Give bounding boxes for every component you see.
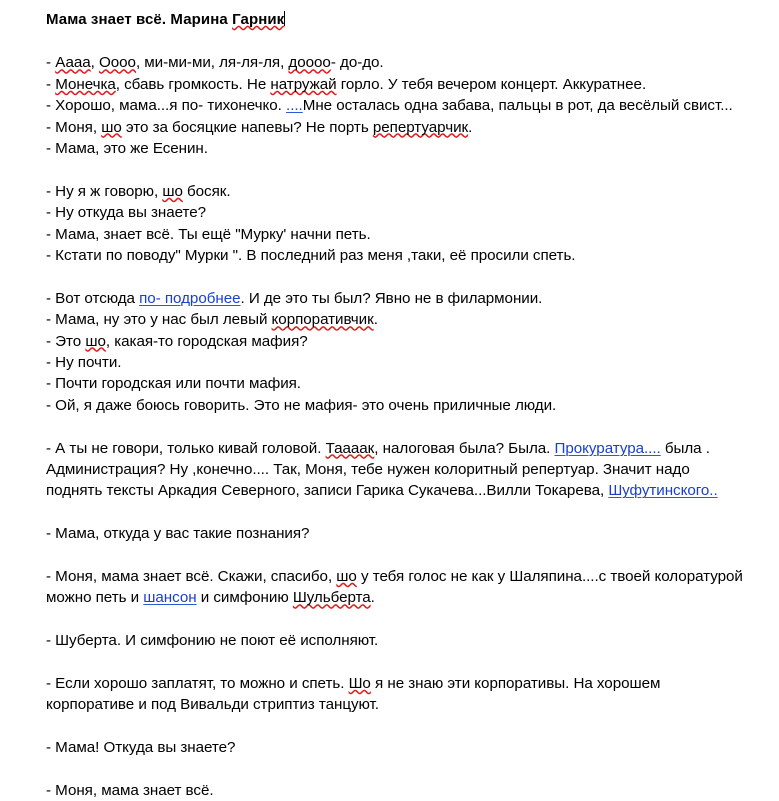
misspelled-word: репертуарчик (372, 118, 469, 136)
line-text: . (468, 118, 473, 136)
line-text: - до-до. (330, 54, 384, 72)
line-text: - Это (46, 332, 86, 350)
line-text: , ми-ми-ми, ля-ля-ля, (135, 54, 289, 72)
misspelled-word: натружай (270, 75, 337, 93)
paragraph-3-line-6: - Ой, я даже боюсь говорить. Это не мафия- это очень приличные люди. (46, 396, 557, 414)
blank-line (46, 416, 746, 437)
paragraph-3-line-5: - Почти городская или почти мафия. (46, 375, 301, 393)
misspelled-word: Шульберта (292, 589, 371, 607)
hyperlink-shufutinskogo[interactable]: Шуфутинского.. (608, 482, 718, 500)
paragraph-7: - Шуберта. И симфонию не поют её исполняют. (46, 632, 379, 650)
paragraph-2-line-1 (46, 181, 746, 202)
paragraph-10: - Моня, мама знает всё. (46, 782, 214, 800)
line-text: - Моня, мама знает всё. Скажи, спасибо, (46, 568, 337, 586)
paragraph-9: - Мама! Откуда вы знаете? (46, 739, 236, 757)
blank-line (46, 31, 746, 52)
document-body[interactable] (46, 9, 746, 801)
line-text: - Если хорошо заплатят, то можно и спеть. (46, 675, 349, 693)
line-text: . (373, 311, 378, 329)
line-text: - Хорошо, мама...я по- тихонечко. (46, 97, 287, 115)
paragraph-1-line-1 (46, 52, 746, 73)
blank-line (46, 159, 746, 180)
title-text: Мама знает всё. Марина (46, 11, 233, 28)
paragraph-2-line-2: - Ну откуда вы знаете? (46, 204, 207, 222)
paragraph-3-line-3 (46, 331, 746, 352)
blank-line (46, 545, 746, 566)
line-text: - Моня, (46, 118, 102, 136)
misspelled-word: шо (162, 182, 183, 200)
misspelled-word: корпоративчик (271, 311, 374, 329)
hyperlink-po-podrobnee[interactable]: по- подробнее (139, 289, 241, 307)
line-text: я не знаю эти корпоративы. На хорошем корпоративе и под Вивальди стриптиз танцуют. (46, 675, 665, 714)
line-text: - (46, 54, 56, 72)
line-text: , сбавь громкость. Не (115, 75, 271, 93)
misspelled-word: Шо (348, 675, 371, 693)
line-text: . И де это ты был? Явно не в филармонии. (240, 289, 543, 307)
text-caret (284, 11, 285, 26)
hyperlink-prokuratura[interactable]: Прокуратура.... (554, 439, 661, 457)
paragraph-3-line-2 (46, 309, 746, 330)
line-text: босяк. (182, 182, 231, 200)
paragraph-4 (46, 438, 746, 502)
misspelled-word: дооoo (288, 54, 331, 72)
paragraph-5: - Мама, откуда у вас такие познания? (46, 525, 310, 543)
paragraph-8 (46, 673, 746, 716)
paragraph-3-line-4: - Ну почти. (46, 354, 122, 372)
misspelled-word: шо (336, 568, 357, 586)
paragraph-1-line-3 (46, 95, 746, 116)
paragraph-1-line-2 (46, 74, 746, 95)
line-text: - А ты не говори, только кивай головой. (46, 439, 326, 457)
title-misspelled-word: Гарник (232, 11, 285, 28)
misspelled-word: Оооо (98, 54, 136, 72)
paragraph-3-line-1 (46, 288, 746, 309)
line-text: и симфонию (196, 589, 293, 607)
misspelled-word: шо (101, 118, 122, 136)
paragraph-6 (46, 566, 746, 609)
line-text: - (46, 75, 56, 93)
paragraph-2-line-3: - Мама, знает всё. Ты ещё "Мурку' начни петь. (46, 225, 371, 243)
blank-line (46, 609, 746, 630)
blank-line (46, 502, 746, 523)
hyperlink-ellipsis[interactable]: .... (286, 97, 303, 115)
misspelled-word: Таааак (325, 439, 375, 457)
hyperlink-shanson[interactable]: шансон (143, 589, 197, 607)
line-text: - Мама, ну это у нас был левый (46, 311, 272, 329)
line-text: горло. У тебя вечером концерт. Аккуратнее. (336, 75, 647, 93)
line-text: , (90, 54, 99, 72)
line-text: , налоговая была? Была. (374, 439, 555, 457)
blank-line (46, 266, 746, 287)
line-text: была . Администрация? Ну ,конечно.... Так, Моня, тебе нужен колоритный репертуар. Значит надо поднять тексты Аркадия Северного, записи Гарика Сукачева...Вилли Токарева, (46, 439, 715, 500)
blank-line (46, 716, 746, 737)
document-title (46, 9, 746, 31)
paragraph-1-line-4 (46, 117, 746, 138)
line-text: у тебя голос не как у Шаляпина....с твоей колоратурой можно петь и (46, 568, 747, 607)
blank-line (46, 759, 746, 780)
misspelled-word: шо (85, 332, 106, 350)
blank-line (46, 652, 746, 673)
misspelled-word: Аааа (55, 54, 91, 72)
line-text: , какая-то городская мафия? (105, 332, 308, 350)
misspelled-word: Монечка (55, 75, 116, 93)
line-text: . (370, 589, 375, 607)
paragraph-2-line-4: - Кстати по поводу" Мурки ". В последний раз меня ,таки, её просили спеть. (46, 247, 576, 265)
line-text: - Вот отсюда (46, 289, 140, 307)
line-text: это за босяцкие напевы? Не порть (121, 118, 373, 136)
line-text: - Ну я ж говорю, (46, 182, 163, 200)
line-text: Мне осталась одна забава, пальцы в рот, да весёлый свист... (302, 97, 733, 115)
paragraph-1-line-5: - Мама, это же Есенин. (46, 140, 208, 158)
